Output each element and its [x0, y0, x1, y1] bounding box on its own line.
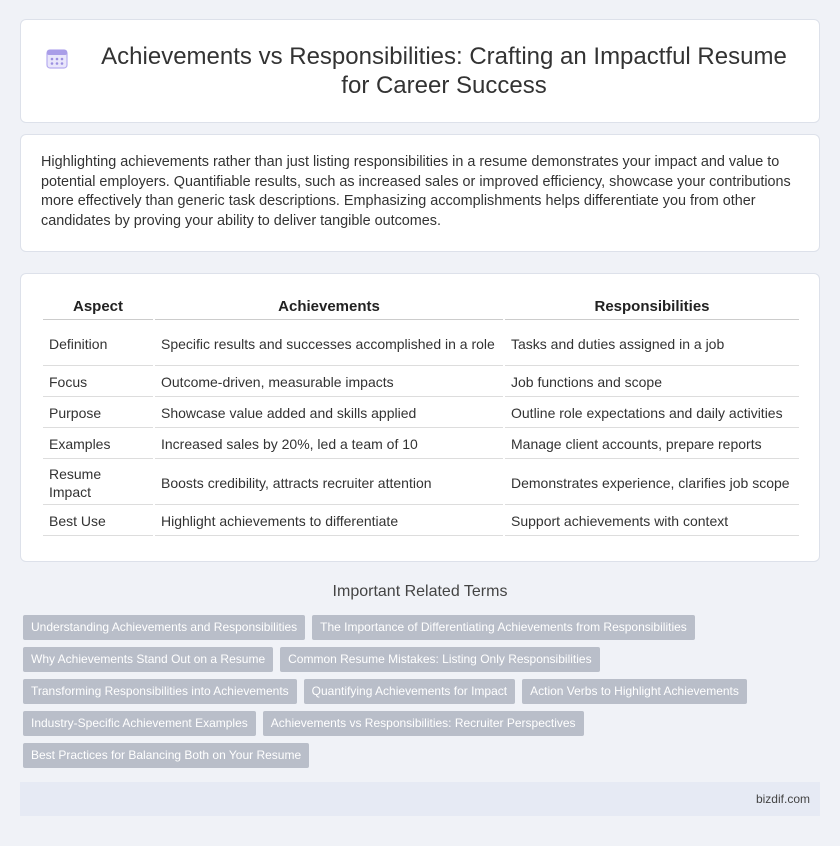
related-term-link[interactable]: Understanding Achievements and Responsibilities	[23, 615, 305, 640]
related-term-link[interactable]: Action Verbs to Highlight Achievements	[522, 679, 747, 704]
table-row	[43, 507, 799, 536]
related-term-link[interactable]: Industry-Specific Achievement Examples	[23, 711, 256, 736]
table-cell: Specific results and successes accomplished in a role	[155, 322, 503, 366]
table-cell: Showcase value added and skills applied	[155, 399, 503, 428]
table-cell: Increased sales by 20%, led a team of 10	[155, 430, 503, 459]
table-cell: Best Use	[43, 507, 153, 536]
table-cell: Job functions and scope	[505, 368, 799, 397]
table-cell: Focus	[43, 368, 153, 397]
table-cell: Boosts credibility, attracts recruiter attention	[155, 461, 503, 505]
related-term-link[interactable]: Common Resume Mistakes: Listing Only Responsibilities	[280, 647, 599, 672]
related-term-link[interactable]: Quantifying Achievements for Impact	[304, 679, 515, 704]
related-term-link[interactable]: Best Practices for Balancing Both on Your Resume	[23, 743, 309, 768]
table-cell: Tasks and duties assigned in a job	[505, 322, 799, 366]
page-title: Achievements vs Responsibilities: Crafting an Impactful Resume for Career Success	[101, 43, 787, 99]
table-row	[43, 461, 799, 505]
table-cell: Outcome-driven, measurable impacts	[155, 368, 503, 397]
related-term-link[interactable]: The Importance of Differentiating Achievements from Responsibilities	[312, 615, 695, 640]
related-terms-title: Important Related Terms	[332, 583, 508, 600]
related-term-link[interactable]: Transforming Responsibilities into Achievements	[23, 679, 297, 704]
table-cell: Manage client accounts, prepare reports	[505, 430, 799, 459]
header-card	[20, 19, 820, 123]
table-row	[43, 368, 799, 397]
table-cell: Demonstrates experience, clarifies job scope	[505, 461, 799, 505]
related-terms-list	[23, 615, 813, 775]
footer	[20, 782, 820, 816]
intro-card	[20, 134, 820, 252]
intro-paragraph: Highlighting achievements rather than just listing responsibilities in a resume demonstrates your impact and value to potential employers. Quantifiable results, such as increased sales or improved efficiency, showcase your contributions more effectively than generic task descriptions. Emphasizing accomplishments helps differentiate you from other candidates by proving your ability to deliver tangible outcomes.	[41, 154, 791, 229]
table-cell: Resume Impact	[43, 461, 153, 505]
table-row	[43, 399, 799, 428]
column-header-responsibilities: Responsibilities	[505, 294, 799, 320]
table-header-row	[43, 294, 799, 320]
comparison-table	[41, 292, 801, 538]
related-term-link[interactable]: Why Achievements Stand Out on a Resume	[23, 647, 273, 672]
table-row	[43, 430, 799, 459]
comparison-card	[20, 273, 820, 562]
calendar-icon	[46, 47, 68, 69]
table-cell: Outline role expectations and daily activities	[505, 399, 799, 428]
table-row	[43, 322, 799, 366]
footer-brand[interactable]: bizdif.com	[755, 792, 810, 806]
table-cell: Support achievements with context	[505, 507, 799, 536]
table-cell: Definition	[43, 322, 153, 366]
table-cell: Examples	[43, 430, 153, 459]
related-term-link[interactable]: Achievements vs Responsibilities: Recruiter Perspectives	[263, 711, 584, 736]
column-header-achievements: Achievements	[155, 294, 503, 320]
header	[40, 42, 800, 100]
column-header-aspect: Aspect	[43, 294, 153, 320]
table-cell: Purpose	[43, 399, 153, 428]
table-cell: Highlight achievements to differentiate	[155, 507, 503, 536]
